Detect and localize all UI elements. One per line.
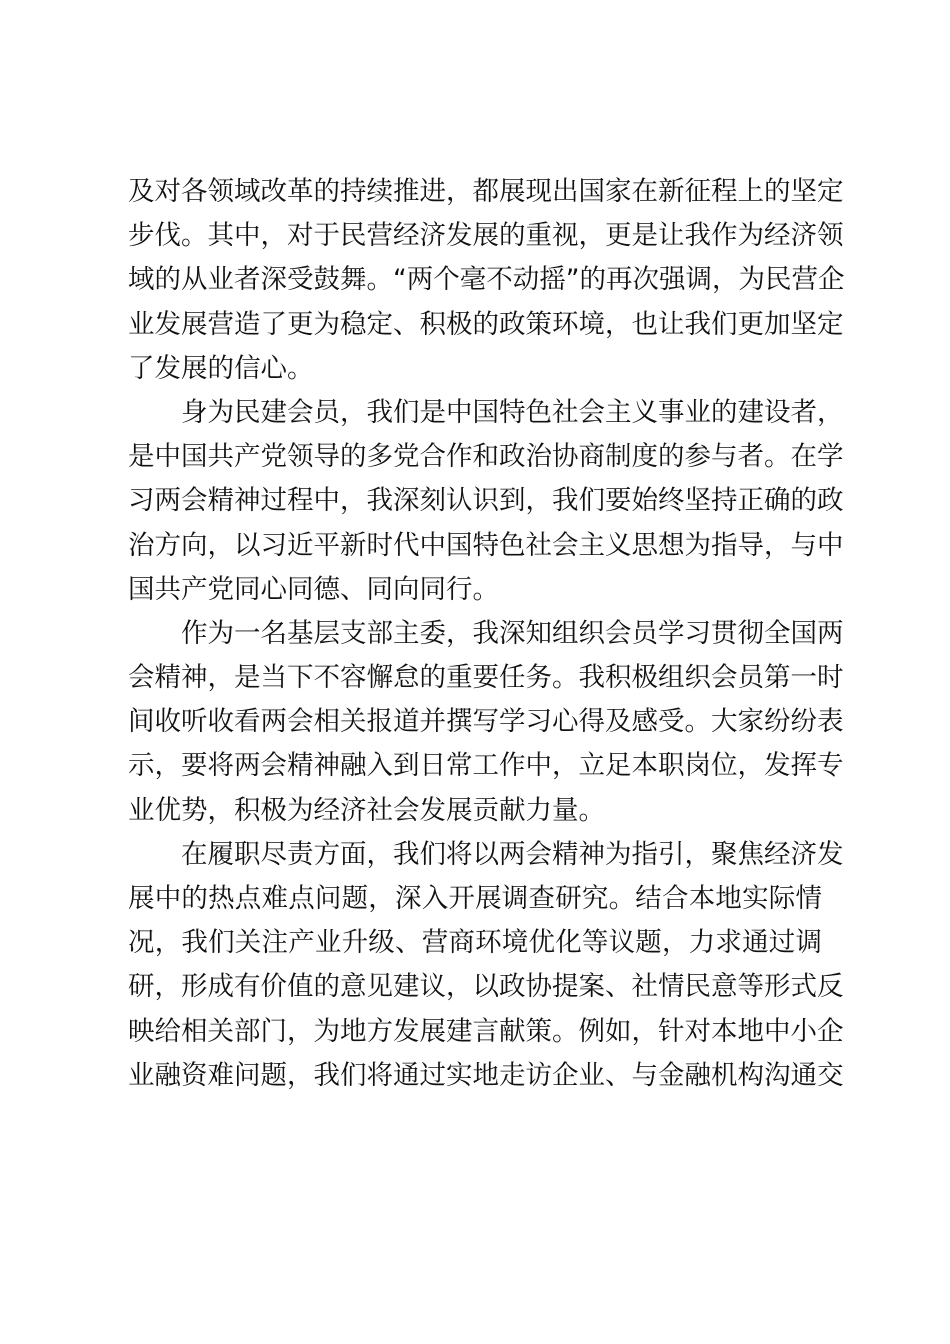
paragraph-4 (128, 833, 844, 1098)
text-line: 了发展的信心。 (128, 352, 314, 384)
text-line: 是中国共产党领导的多党合作和政治协商制度的参与者。在学 (128, 441, 844, 473)
text-line: 在履职尽责方面，我们将以两会精神为指引，聚焦经济发 (181, 838, 844, 870)
text-line: 身为民建会员，我们是中国特色社会主义事业的建设者， (181, 396, 844, 428)
text-line: 及对各领域改革的持续推进，都展现出国家在新征程上的坚定 (128, 176, 844, 207)
text-line: 国共产党同心同德、同向同行。 (128, 573, 499, 605)
text-line: 映给相关部门，为地方发展建言献策。例如，针对本地中小企 (128, 1015, 844, 1047)
text-line: 步伐。其中，对于民营经济发展的重视，更是让我作为经济领 (128, 220, 844, 252)
text-line: 研，形成有价值的意见建议，以政协提案、社情民意等形式反 (128, 971, 844, 1003)
paragraph-3 (128, 612, 844, 833)
text-line: 间收听收看两会相关报道并撰写学习心得及感受。大家纷纷表 (128, 706, 844, 738)
text-line: 作为一名基层支部主委，我深知组织会员学习贯彻全国两 (181, 617, 844, 649)
text-line: 示，要将两会精神融入到日常工作中，立足本职岗位，发挥专 (128, 750, 844, 782)
text-line: 会精神，是当下不容懈怠的重要任务。我积极组织会员第一时 (128, 662, 844, 694)
text-line: 域的从业者深受鼓舞。“两个毫不动摇”的再次强调，为民营企 (128, 264, 845, 296)
paragraph-1 (128, 170, 845, 391)
text-line: 展中的热点难点问题，深入开展调查研究。结合本地实际情 (128, 883, 822, 914)
document-body (128, 170, 845, 1098)
text-line: 业发展营造了更为稳定、积极的政策环境，也让我们更加坚定 (128, 308, 844, 340)
text-line: 况，我们关注产业升级、营商环境优化等议题，力求通过调 (128, 927, 822, 959)
text-line: 业优势，积极为经济社会发展贡献力量。 (128, 794, 605, 826)
text-line: 治方向，以习近平新时代中国特色社会主义思想为指导，与中 (128, 529, 844, 561)
text-line: 业融资难问题，我们将通过实地走访企业、与金融机构沟通交 (128, 1059, 844, 1091)
text-line: 习两会精神过程中，我深刻认识到，我们要始终坚持正确的政 (128, 485, 844, 517)
paragraph-2 (128, 391, 844, 612)
